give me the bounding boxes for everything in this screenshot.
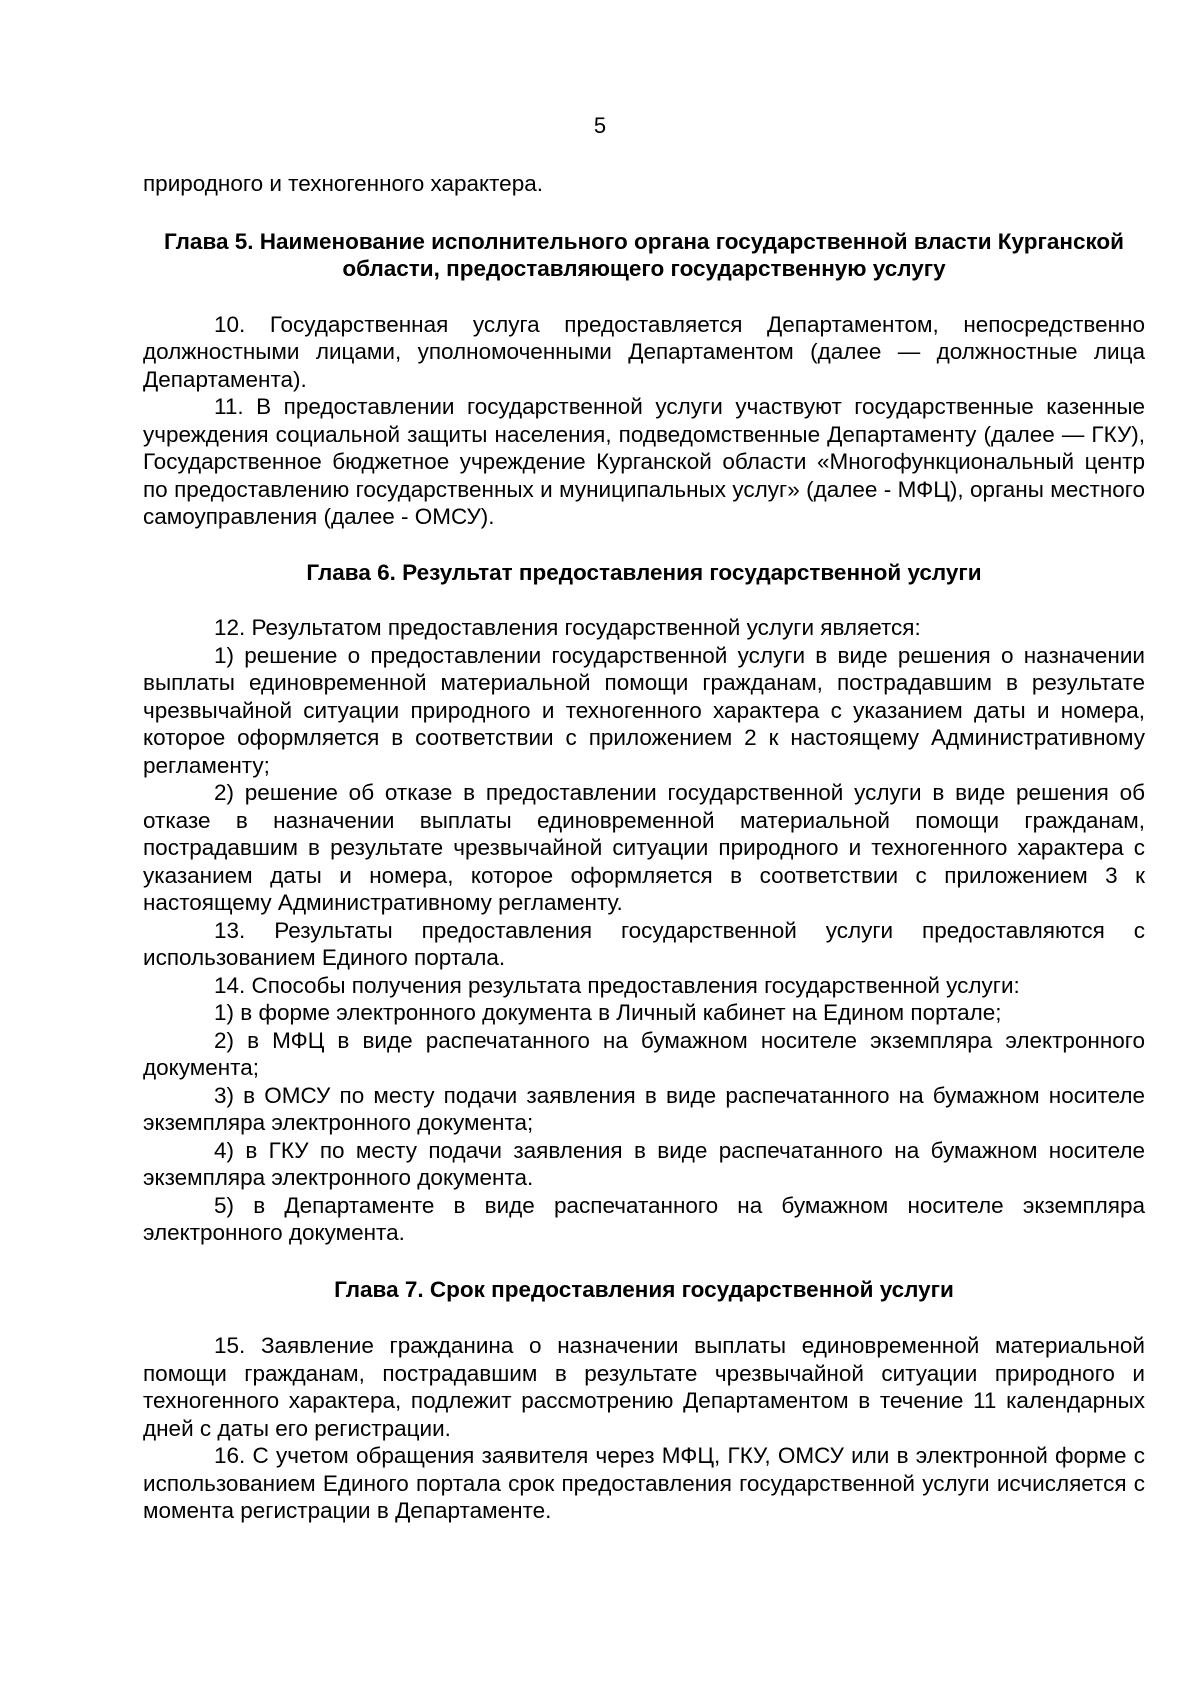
- paragraph-10: 10. Государственная услуга предоставляется Департаментом, непосредственно должностными лицами, уполномоченными Департаментом (далее — должностные лица Департамента).: [143, 311, 1145, 392]
- page-number: 5: [593, 113, 607, 138]
- paragraph-13: 13. Результаты предоставления государственной услуги предоставляются с использованием Единого портала.: [143, 917, 1145, 970]
- chapter-7-heading: Глава 7. Срок предоставления государственной услуги: [334, 1276, 954, 1302]
- paragraph-15: 15. Заявление гражданина о назначении выплаты единовременной материальной помощи гражданам, пострадавшим в результате чрезвычайной ситуации природного и техногенного характера, подлежит рассмотрению Департаментом в течение 11 календарных дней с даты его регистрации.: [143, 1333, 1145, 1441]
- chapter-5-heading: Глава 5. Наименование исполнительного органа государственной власти Курганской области, предоставляющего государственную услугу: [164, 228, 1124, 281]
- paragraph-12: 12. Результатом предоставления государственной услуги является:: [214, 615, 921, 640]
- paragraph-continuation: природного и техногенного характера.: [143, 171, 543, 196]
- paragraph-12-item-2: 2) решение об отказе в предоставлении государственной услуги в виде решения об отказе в назначении выплаты единовременной материальной помощи гражданам, пострадавшим в результате чрезвычайной ситуации природного и техногенного характера с указанием даты и номера, которое оформляется в соответствии с приложением 3 к настоящему Административному регламенту.: [143, 780, 1145, 915]
- paragraph-14-item-5: 5) в Департаменте в виде распечатанного на бумажном носителе экземпляра электронного документа.: [143, 1192, 1145, 1245]
- document-body: [143, 170, 1145, 1525]
- paragraph-12-item-1: 1) решение о предоставлении государственной услуги в виде решения о назначении выплаты единовременной материальной помощи гражданам, пострадавшим в результате чрезвычайной ситуации природного и техногенного характера с указанием даты и номера, которое оформляется в соответствии с приложением 2 к настоящему Административному регламенту;: [143, 642, 1145, 778]
- chapter-6-heading: Глава 6. Результат предоставления государственной услуги: [306, 559, 982, 585]
- paragraph-14-item-4: 4) в ГКУ по месту подачи заявления в виде распечатанного на бумажном носителе экземпляра электронного документа.: [143, 1137, 1145, 1190]
- paragraph-16: 16. С учетом обращения заявителя через МФЦ, ГКУ, ОМСУ или в электронной форме с использованием Единого портала срок предоставления государственной услуги исчисляется с момента регистрации в Департаменте.: [143, 1443, 1145, 1523]
- paragraph-14: 14. Способы получения результата предоставления государственной услуги:: [214, 972, 1020, 998]
- paragraph-14-item-1: 1) в форме электронного документа в Личный кабинет на Едином портале;: [214, 1000, 1002, 1025]
- paragraph-14-item-3: 3) в ОМСУ по месту подачи заявления в виде распечатанного на бумажном носителе экземпляра электронного документа;: [143, 1082, 1145, 1135]
- paragraph-14-item-2: 2) в МФЦ в виде распечатанного на бумажном носителе экземпляра электронного документа;: [143, 1027, 1145, 1080]
- paragraph-11: 11. В предоставлении государственной услуги участвуют государственные казенные учреждения социальной защиты населения, подведомственные Департаменту (далее — ГКУ), Государственное бюджетное учреждение Курганской области «Многофункциональный центр по предоставлению государственных и муниципальных услуг» (далее - МФЦ), органы местного самоуправления (далее - ОМСУ).: [143, 394, 1145, 529]
